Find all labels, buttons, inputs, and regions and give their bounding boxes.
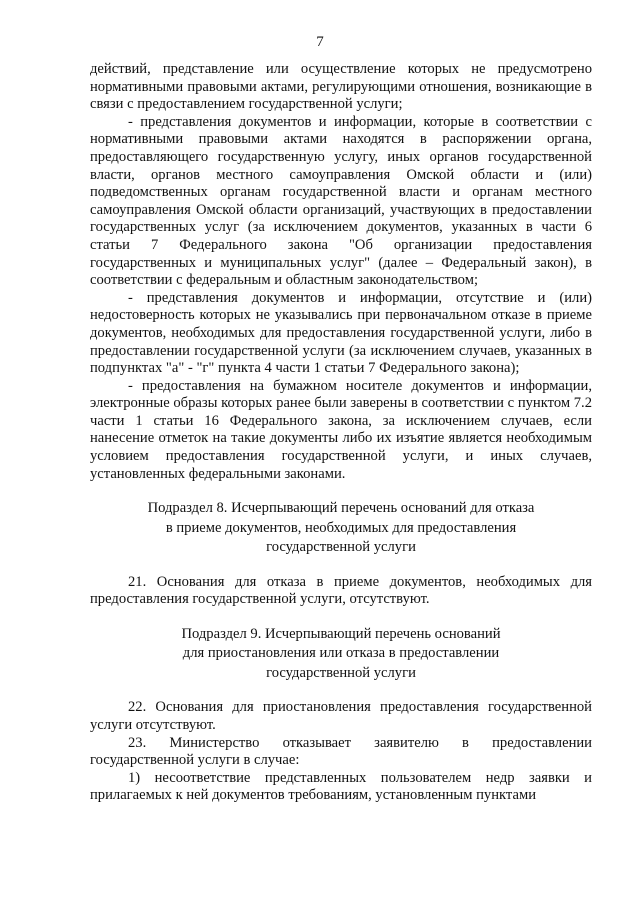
heading-line: Подраздел 9. Исчерпывающий перечень оснований <box>181 625 501 642</box>
spacer <box>90 558 592 574</box>
paragraph-21: 21. Основания для отказа в приеме документов, необходимых для предоставления государственной услуги, отсутствуют. <box>90 573 592 608</box>
paragraph-23: 23. Министерство отказывает заявителю в предоставлении государственной услуги в случае: <box>90 734 592 769</box>
section-heading-subsection-9 <box>90 625 592 684</box>
page-number: 7 <box>316 34 324 50</box>
paragraph-paper-documents: - предоставления на бумажном носителе документов и информации, электронные образы которых ранее были заверены в соответствии с пунктом 7.2 части 1 статьи 16 Федерального закона, за исключением случаев, если нанесение отметок на такие документы либо их изъятие является необходимым условием предоставления государственной услуги, и иных случаев, установленных федеральными законами. <box>90 377 592 482</box>
paragraph-actions-continuation: действий, представление или осуществление которых не предусмотрено нормативными правовыми актами, регулирующими отношения, возникающие в связи с предоставлением государственной услуги; <box>90 61 592 113</box>
paragraph-22: 22. Основания для приостановления предоставления государственной услуги отсутствуют. <box>90 699 592 734</box>
heading-line: Подраздел 8. Исчерпывающий перечень оснований для отказа <box>147 500 535 517</box>
paragraph-documents-not-indicated: - представления документов и информации, отсутствие и (или) недостоверность которых не указывались при первоначальном отказе в приеме документов, необходимых для предоставления государственной услуги, либо в предоставлении государственной услуги (за исключением случаев, указанных в подпунктах "а" - "г" пункта 4 части 1 статьи 7 Федерального закона); <box>90 289 592 377</box>
heading-line: для приостановления или отказа в предоставлении <box>182 645 500 662</box>
document-body <box>90 61 592 805</box>
heading-line: государственной услуги <box>266 664 416 681</box>
section-heading-subsection-8 <box>90 499 592 558</box>
paragraph-23-item-1: 1) несоответствие представленных пользователем недр заявки и прилагаемых к ней документов требованиям, установленным пунктами <box>90 769 592 804</box>
spacer <box>90 683 592 699</box>
paragraph-documents-in-possession: - представления документов и информации, которые в соответствии с нормативными правовыми актами находятся в распоряжении органа, предоставляющего государственную услугу, иных органов государственной власти, органов местного самоуправления Омской области и (или) подведомственных органам государственной власти и органам местного самоуправления Омской области организаций, участвующих в предоставлении государственных услуг (за исключением документов, указанных в части 6 статьи 7 Федерального закона "Об организации предоставления государственных и муниципальных услуг" (далее – Федеральный закон), в соответствии с федеральным и областным законодательством; <box>90 113 592 289</box>
heading-line: государственной услуги <box>266 539 416 556</box>
spacer <box>90 609 592 625</box>
heading-line: в приеме документов, необходимых для предоставления <box>165 519 517 536</box>
spacer <box>90 483 592 499</box>
